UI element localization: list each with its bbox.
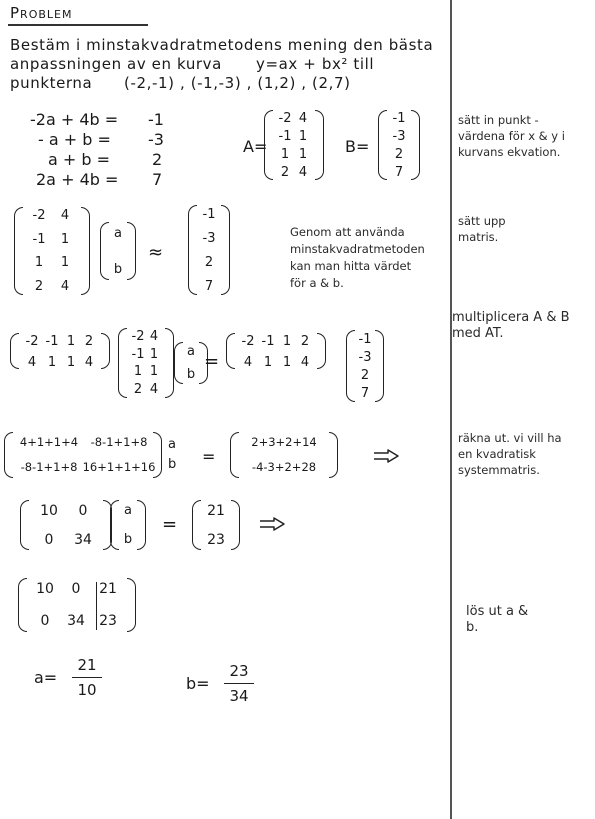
matrix-cell: 4	[300, 355, 310, 370]
matrix-cell: -2	[278, 111, 292, 126]
matrix-grid	[127, 328, 165, 398]
matrix-grid	[235, 333, 317, 369]
matrix-grid	[387, 110, 411, 180]
matrix-cell: 23	[99, 613, 117, 629]
matrix-bracket	[118, 328, 127, 398]
matrix-cell: 34	[67, 613, 85, 629]
problem-line-3b: (-2,-1) , (-1,-3) , (1,2) , (2,7)	[124, 74, 351, 92]
matrix-cell: 0	[40, 613, 50, 629]
margin-divider	[450, 0, 452, 819]
matrix-bracket	[317, 333, 326, 369]
var-a: a	[168, 437, 176, 452]
matrix-bracket	[81, 207, 90, 295]
matrix-cell: 1	[280, 147, 290, 162]
matrix-cell: -1	[278, 129, 292, 144]
matrix-cell: a	[187, 344, 195, 359]
sidebar-note-1: sätt in punkt - värdena för x & y i kurvans ekvation.	[458, 113, 565, 159]
matrix-cell: -1	[32, 231, 46, 247]
matrix-bracket	[264, 110, 273, 180]
matrix-bracket	[378, 110, 387, 180]
matrix-cell: -2	[131, 329, 145, 345]
matrix-cell: 1	[282, 334, 292, 349]
matrix-cell: -3	[358, 349, 372, 365]
matrix-bracket	[192, 500, 201, 550]
matrix-cell: 1	[66, 355, 76, 370]
system-rhs: 7	[152, 170, 163, 189]
answer-a-denominator: 10	[77, 681, 97, 700]
matrix-bracket	[174, 342, 183, 384]
system-rhs: -3	[148, 130, 164, 149]
matrix-cell: 2	[280, 165, 290, 180]
vector-ATB	[192, 500, 240, 550]
matrix-cell: -1	[45, 334, 59, 349]
matrix-cell: 7	[394, 165, 404, 180]
system-eq-4	[36, 170, 176, 189]
matrix-bracket	[127, 222, 136, 280]
matrix-cell: 10	[40, 502, 58, 519]
matrix-bracket	[4, 432, 13, 478]
matrix-cell: 10	[36, 581, 54, 597]
problem-line-2a: anpassningen av en kurva	[10, 55, 222, 73]
matrix-cell: -2	[241, 334, 255, 349]
label-B: B=	[345, 137, 370, 156]
system-eq-3	[48, 150, 188, 169]
matrix-cell: 2	[133, 381, 143, 397]
matrix-cell: 4	[27, 355, 37, 370]
sidebar-note-2: sätt upp matris.	[458, 214, 506, 244]
matrix-cell: 1	[149, 364, 159, 380]
matrix-cell: 0	[71, 581, 81, 597]
matrix-cell: b	[186, 367, 196, 382]
method-note-1: Genom att använda	[290, 225, 405, 239]
problem-line-2b: y=ax + bx² till	[256, 55, 375, 73]
fraction-bar	[224, 683, 254, 684]
matrix-ATA	[20, 500, 112, 550]
matrix-cell: b	[123, 532, 133, 547]
matrix-bracket	[226, 333, 235, 369]
page-title: Problem	[10, 4, 73, 22]
system-eq-1	[30, 110, 170, 129]
sidebar-note-5: lös ut a & b.	[466, 604, 529, 635]
label-b: b=	[186, 674, 210, 693]
matrix-bracket	[315, 110, 324, 180]
method-note-3: kan man hitta värdet	[290, 259, 412, 273]
matrix-bracket	[411, 110, 420, 180]
matrix-AT-2	[226, 333, 326, 369]
matrix-grid	[109, 222, 127, 280]
matrix-A-2	[14, 207, 90, 295]
matrix-cell: b	[113, 261, 123, 277]
matrix-A-3	[118, 328, 174, 398]
matrix-bracket	[329, 432, 338, 478]
problem-line-3a: punkterna	[10, 74, 93, 92]
answer-a-numerator: 21	[77, 656, 97, 674]
vector-ab-2	[174, 342, 208, 384]
augmented-separator	[96, 582, 97, 630]
matrix-cell: -2	[32, 208, 46, 224]
matrix-grid	[197, 205, 221, 295]
label-a: a=	[34, 668, 58, 687]
title-underline	[8, 24, 148, 26]
implies-arrow-icon	[258, 516, 286, 532]
matrix-bracket	[10, 333, 19, 369]
matrix-cell: 4	[60, 208, 70, 224]
matrix-bracket	[137, 500, 146, 550]
matrix-cell: 4	[243, 355, 253, 370]
matrix-A	[264, 110, 324, 180]
matrix-grid	[239, 432, 329, 478]
matrix-cell: a	[124, 503, 132, 518]
matrix-cell: 2	[300, 334, 310, 349]
equals-sign-3: =	[162, 514, 178, 535]
problem-line-1: Bestäm i minstakvadratmetodens mening den bästa	[10, 36, 434, 54]
equals-sign-2: =	[202, 447, 216, 466]
sidebar-note-3: multiplicera A & B med AT.	[452, 310, 570, 341]
matrix-grid	[273, 110, 315, 180]
sidebar-note-4: räkna ut. vi vill ha en kvadratisk systemmatris.	[458, 431, 562, 477]
vector-B	[378, 110, 420, 180]
matrix-cell: 1	[60, 231, 70, 247]
matrix-cell: 2	[204, 254, 214, 270]
matrix-bracket	[101, 333, 110, 369]
approx-sign: ≈	[148, 242, 164, 263]
matrix-cell: 0	[78, 502, 88, 519]
matrix-grid	[183, 342, 199, 384]
matrix-cell: 4	[298, 165, 308, 180]
var-b: b	[168, 457, 177, 472]
matrix-bracket	[18, 578, 27, 632]
vector-ATB-expanded	[230, 432, 338, 478]
matrix-bracket	[230, 432, 239, 478]
matrix-grid	[19, 333, 101, 369]
fraction-bar	[72, 677, 102, 678]
matrix-cell: 1	[60, 255, 70, 271]
matrix-cell: 1	[34, 255, 44, 271]
augmented-matrix	[18, 578, 136, 632]
system-lhs: a + b =	[48, 150, 111, 169]
matrix-bracket	[346, 330, 355, 402]
matrix-cell: 23	[207, 531, 225, 548]
matrix-cell: 1	[298, 129, 308, 144]
matrix-cell: 2	[360, 367, 370, 383]
matrix-bracket	[231, 500, 240, 550]
vector-ab-3	[110, 500, 146, 550]
answer-b-denominator: 34	[229, 687, 249, 706]
matrix-grid	[29, 500, 103, 550]
matrix-cell: 1	[149, 346, 159, 362]
matrix-cell: 1	[47, 355, 57, 370]
answer-b-fraction	[224, 662, 254, 705]
system-lhs: -2a + 4b =	[30, 110, 119, 129]
matrix-cell: -8-1+1+8	[20, 459, 78, 474]
matrix-cell: a	[114, 225, 122, 241]
matrix-bracket	[165, 328, 174, 398]
matrix-cell: 2+3+2+14	[251, 434, 317, 449]
matrix-ATA-expanded	[4, 432, 162, 478]
matrix-cell: -1	[131, 346, 145, 362]
vector-B-2	[188, 205, 230, 295]
system-lhs: - a + b =	[38, 130, 111, 149]
answer-a-fraction	[72, 656, 102, 699]
matrix-cell: -1	[261, 334, 275, 349]
matrix-cell: 0	[44, 531, 54, 548]
matrix-grid	[355, 330, 375, 402]
matrix-cell: -3	[202, 230, 216, 246]
matrix-cell: 2	[394, 147, 404, 162]
matrix-cell: 2	[34, 278, 44, 294]
matrix-cell: 1	[66, 334, 76, 349]
matrix-cell: 7	[360, 385, 370, 401]
matrix-bracket	[127, 578, 136, 632]
matrix-cell: -1	[358, 331, 372, 347]
equals-sign: =	[204, 351, 220, 372]
matrix-cell: 4+1+1+4	[19, 434, 79, 449]
matrix-cell: -2	[25, 334, 39, 349]
matrix-cell: 16+1+1+16	[82, 459, 156, 474]
vector-B-3	[346, 330, 384, 402]
matrix-grid	[13, 432, 156, 478]
answer-b-numerator: 23	[229, 662, 249, 680]
matrix-cell: 7	[204, 278, 214, 294]
method-note-4: för a & b.	[290, 276, 344, 290]
matrix-cell: 21	[99, 581, 117, 597]
label-A: A=	[243, 137, 268, 156]
matrix-cell: 1	[282, 355, 292, 370]
matrix-cell: -4-3+2+28	[251, 459, 317, 474]
matrix-grid	[201, 500, 231, 550]
system-lhs: 2a + 4b =	[36, 170, 119, 189]
matrix-AT	[10, 333, 110, 369]
matrix-bracket	[188, 205, 197, 295]
matrix-cell: 34	[74, 531, 92, 548]
matrix-grid	[119, 500, 137, 550]
system-rhs: -1	[148, 110, 164, 129]
matrix-bracket	[100, 222, 109, 280]
vector-ab	[100, 222, 136, 280]
matrix-cell: 1	[133, 364, 143, 380]
matrix-bracket	[375, 330, 384, 402]
matrix-cell: -1	[392, 111, 406, 126]
matrix-grid	[27, 578, 127, 632]
matrix-cell: 4	[298, 111, 308, 126]
matrix-bracket	[20, 500, 29, 550]
system-rhs: 2	[152, 150, 163, 169]
matrix-cell: -1	[202, 206, 216, 222]
matrix-bracket	[14, 207, 23, 295]
implies-arrow-icon	[372, 448, 400, 464]
matrix-cell: -3	[392, 129, 406, 144]
matrix-cell: 21	[207, 502, 225, 519]
matrix-cell: 4	[149, 381, 159, 397]
system-eq-2	[38, 130, 178, 149]
matrix-cell: 4	[60, 278, 70, 294]
matrix-bracket	[110, 500, 119, 550]
matrix-cell: 4	[149, 329, 159, 345]
matrix-bracket	[153, 432, 162, 478]
matrix-grid	[23, 207, 81, 295]
method-note-2: minstakvadratmetoden	[290, 242, 425, 256]
matrix-cell: 4	[84, 355, 94, 370]
matrix-cell: 2	[84, 334, 94, 349]
matrix-cell: 1	[263, 355, 273, 370]
matrix-bracket	[221, 205, 230, 295]
matrix-cell: -8-1+1+8	[90, 434, 148, 449]
matrix-cell: 1	[298, 147, 308, 162]
